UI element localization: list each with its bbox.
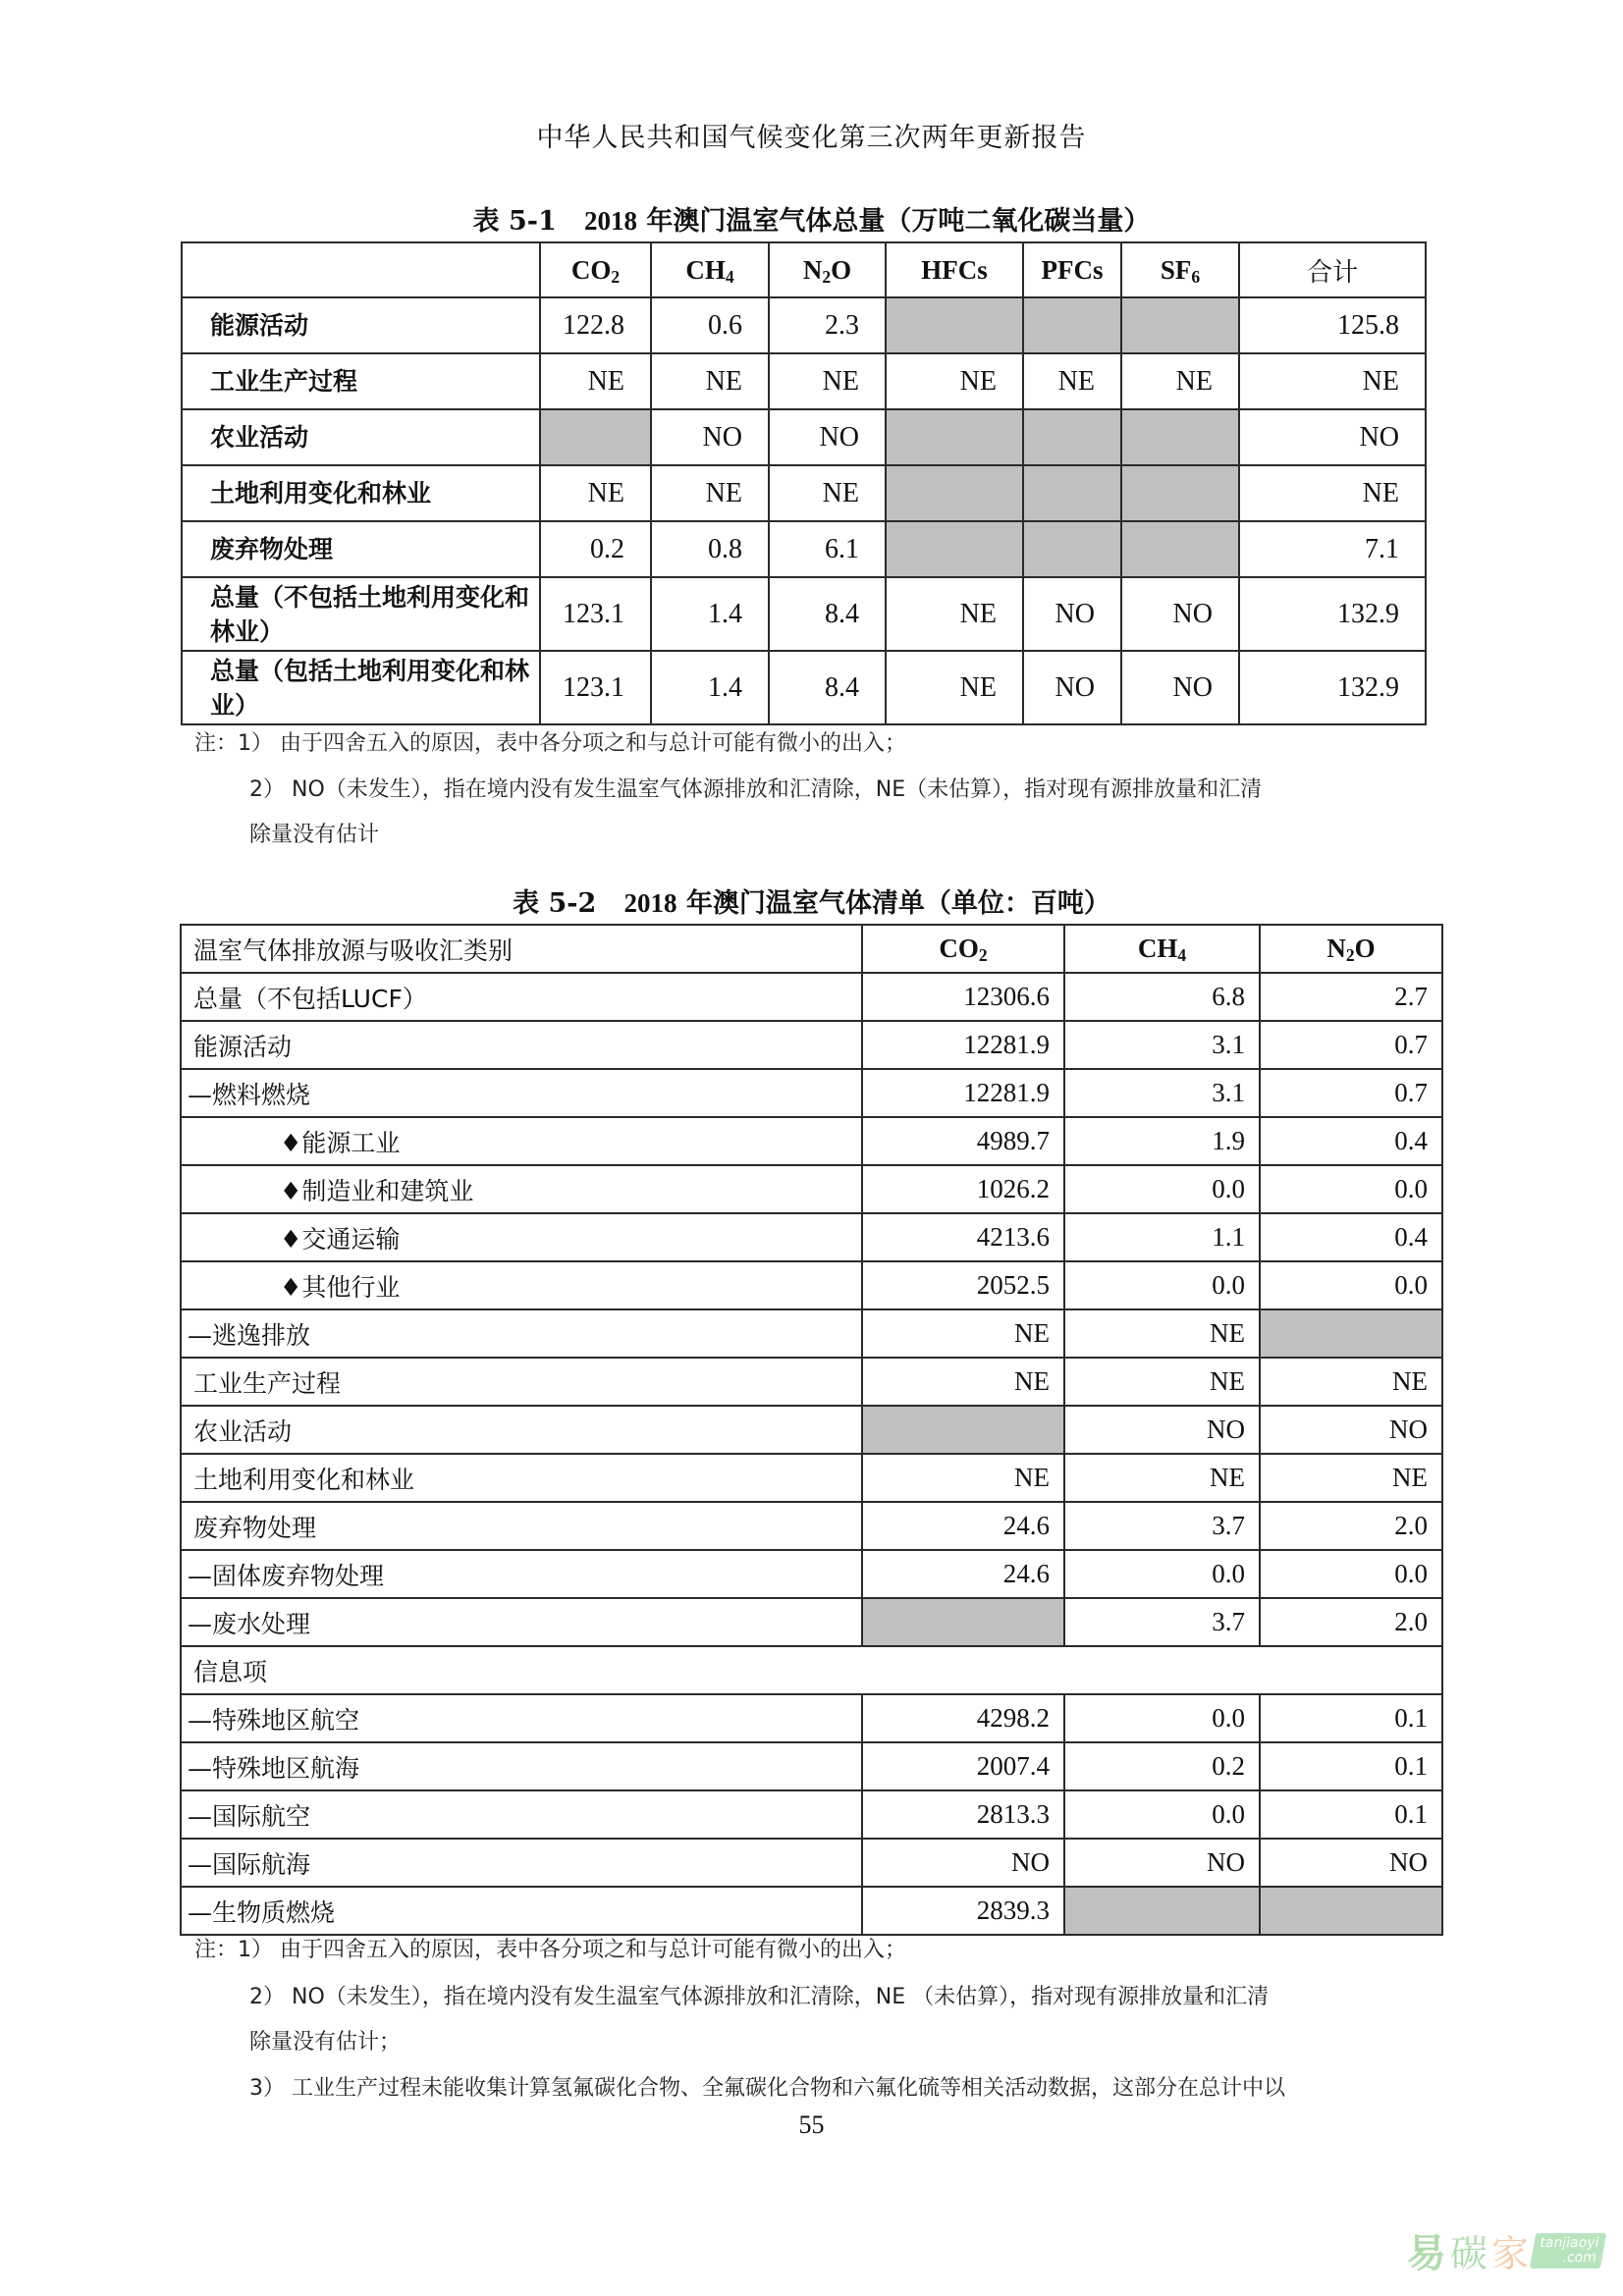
- table2-cell-ch4: 3.7: [1064, 1502, 1260, 1550]
- table1-row-label: 农业活动: [182, 409, 540, 465]
- table2-header-co2: $CO_2$: [862, 925, 1064, 973]
- table1-title-prefix: 表 5-1: [472, 206, 557, 237]
- table1-cell-co2: 123.1: [540, 577, 651, 651]
- table1-cell-ch4: 1.4: [651, 577, 769, 651]
- table1-note-2-cont: 除量没有估计: [249, 823, 380, 847]
- table1-row: [182, 521, 1426, 577]
- table2-cell-n2o: NE: [1260, 1358, 1442, 1406]
- table1: [181, 241, 1427, 725]
- table1-cell-co2: 0.2: [540, 521, 651, 577]
- table2-header-n2o: $N_2O$: [1260, 925, 1442, 973]
- table2-row: [181, 1646, 1442, 1694]
- table1-cell-n2o: NE: [769, 353, 886, 409]
- table1-header-hfcs: HFCs: [886, 242, 1023, 297]
- table1-row: [182, 353, 1426, 409]
- table2-cell-co2: 12281.9: [862, 1069, 1064, 1117]
- table2-row: [181, 1598, 1442, 1646]
- table1-header-row: [182, 242, 1426, 297]
- table1-cell-pfcs: NO: [1023, 651, 1121, 724]
- table2-cell-n2o: 0.1: [1260, 1790, 1442, 1839]
- table2-row-label: 信息项: [181, 1646, 1442, 1694]
- table2-row: [181, 1454, 1442, 1502]
- table1-header-total: 合计: [1239, 242, 1426, 297]
- table1-row-label: 总量（包括土地利用变化和林业）: [182, 651, 540, 724]
- table2-cell-n2o: 2.0: [1260, 1502, 1442, 1550]
- table2-cell-n2o: 0.1: [1260, 1742, 1442, 1790]
- table2-row: [181, 1309, 1442, 1358]
- table2-row: [181, 1550, 1442, 1598]
- table1-cell-pfcs: [1023, 465, 1121, 521]
- table2-cell-co2: 2813.3: [862, 1790, 1064, 1839]
- table1-cell-sf6: NE: [1121, 353, 1239, 409]
- watermark-char-3: 家: [1490, 2232, 1529, 2275]
- table1-cell-sf6: [1121, 297, 1239, 353]
- table2-row-label: ♦交通运输: [181, 1213, 862, 1261]
- table1-cell-total: 125.8: [1239, 297, 1426, 353]
- table1-cell-hfcs: [886, 409, 1023, 465]
- table1-cell-total: NE: [1239, 353, 1426, 409]
- table1-cell-n2o: NE: [769, 465, 886, 521]
- table1-title-text: 年澳门温室气体总量（万吨二氧化碳当量）: [646, 206, 1151, 237]
- table2-cell-ch4: 0.0: [1064, 1261, 1260, 1309]
- table1-cell-ch4: NE: [651, 465, 769, 521]
- table2-row-label: —特殊地区航海: [181, 1742, 862, 1790]
- table2-row-label: ♦能源工业: [181, 1117, 862, 1165]
- table2-cell-ch4: 3.1: [1064, 1069, 1260, 1117]
- table2-note-2: 2） NO（未发生），指在境内没有发生温室气体源排放和汇清除，NE （未估算），指对现有源排放量和汇清: [249, 1985, 1270, 2009]
- table2-cell-ch4: NE: [1064, 1358, 1260, 1406]
- table2-cell-ch4: NO: [1064, 1839, 1260, 1887]
- table2-row-label: 能源活动: [181, 1021, 862, 1069]
- table1-cell-ch4: NO: [651, 409, 769, 465]
- table2-row: [181, 1790, 1442, 1839]
- table2-cell-ch4: [1064, 1887, 1260, 1935]
- table2-cell-co2: 2007.4: [862, 1742, 1064, 1790]
- table2-cell-co2: NE: [862, 1309, 1064, 1358]
- table2-row: [181, 1887, 1442, 1935]
- table2-cell-ch4: NE: [1064, 1309, 1260, 1358]
- table1-row: [182, 651, 1426, 724]
- table2-cell-ch4: 0.0: [1064, 1694, 1260, 1742]
- table2-cell-n2o: 0.0: [1260, 1165, 1442, 1213]
- table1-cell-hfcs: [886, 521, 1023, 577]
- table2-cell-n2o: 0.4: [1260, 1117, 1442, 1165]
- table1-cell-total: NE: [1239, 465, 1426, 521]
- table2-cell-co2: 12281.9: [862, 1021, 1064, 1069]
- table2-title-text: 年澳门温室气体清单（单位：百吨）: [685, 888, 1110, 919]
- table2-title-year: 2018: [623, 888, 677, 918]
- table2-cell-co2: 12306.6: [862, 973, 1064, 1021]
- table2-cell-co2: 4213.6: [862, 1213, 1064, 1261]
- table1-header-sf6: $SF_6$: [1121, 242, 1239, 297]
- table1-cell-hfcs: [886, 465, 1023, 521]
- table2-cell-ch4: NO: [1064, 1406, 1260, 1454]
- table2-cell-ch4: 1.9: [1064, 1117, 1260, 1165]
- table2-row: [181, 1742, 1442, 1790]
- table2-row-label: 农业活动: [181, 1406, 862, 1454]
- table2-cell-n2o: 0.1: [1260, 1694, 1442, 1742]
- table1-header-blank: [182, 242, 540, 297]
- table2-row: [181, 1261, 1442, 1309]
- table2-cell-n2o: 0.4: [1260, 1213, 1442, 1261]
- table2-cell-ch4: 0.2: [1064, 1742, 1260, 1790]
- table1-cell-hfcs: [886, 297, 1023, 353]
- table2-cell-co2: NO: [862, 1839, 1064, 1887]
- table1-header-ch4: $CH_4$: [651, 242, 769, 297]
- table1-cell-n2o: 6.1: [769, 521, 886, 577]
- table2-row: [181, 1021, 1442, 1069]
- table2-row-label: —燃料燃烧: [181, 1069, 862, 1117]
- table2-cell-co2: NE: [862, 1454, 1064, 1502]
- table1-row-label: 能源活动: [182, 297, 540, 353]
- table1-cell-pfcs: [1023, 297, 1121, 353]
- table1-note-2: 2） NO（未发生），指在境内没有发生温室气体源排放和汇清除，NE（未估算），指对现有源排放量和汇清: [249, 777, 1263, 802]
- table1-row: [182, 297, 1426, 353]
- table2-row-label: —固体废弃物处理: [181, 1550, 862, 1598]
- table1-cell-total: 132.9: [1239, 651, 1426, 724]
- table1-cell-hfcs: NE: [886, 577, 1023, 651]
- table2-cell-ch4: 0.0: [1064, 1550, 1260, 1598]
- table1-cell-hfcs: NE: [886, 651, 1023, 724]
- table2-cell-n2o: [1260, 1309, 1442, 1358]
- table2-row: [181, 1213, 1442, 1261]
- table1-row: [182, 577, 1426, 651]
- table1-header-pfcs: PFCs: [1023, 242, 1121, 297]
- table2-cell-n2o: NO: [1260, 1839, 1442, 1887]
- table1-cell-n2o: 2.3: [769, 297, 886, 353]
- table2-note-1: 注：1） 由于四舍五入的原因，表中各分项之和与总计可能有微小的出入；: [194, 1938, 906, 1962]
- table2-row-label: 土地利用变化和林业: [181, 1454, 862, 1502]
- table2-cell-co2: 24.6: [862, 1502, 1064, 1550]
- table1-cell-pfcs: [1023, 409, 1121, 465]
- table1-title: [0, 199, 1623, 238]
- table1-cell-n2o: NO: [769, 409, 886, 465]
- table1-cell-pfcs: [1023, 521, 1121, 577]
- table2-row-label: 废弃物处理: [181, 1502, 862, 1550]
- table1-cell-total: 7.1: [1239, 521, 1426, 577]
- table2-cell-n2o: 0.7: [1260, 1069, 1442, 1117]
- table2-cell-ch4: 1.1: [1064, 1213, 1260, 1261]
- table2-row: [181, 1165, 1442, 1213]
- table2-row: [181, 1358, 1442, 1406]
- table2-row-label: —废水处理: [181, 1598, 862, 1646]
- table1-note-1: 注：1） 由于四舍五入的原因，表中各分项之和与总计可能有微小的出入；: [194, 731, 906, 756]
- table2-row-label: ♦其他行业: [181, 1261, 862, 1309]
- table2-cell-co2: 2839.3: [862, 1887, 1064, 1935]
- table2-cell-co2: 1026.2: [862, 1165, 1064, 1213]
- table2-cell-n2o: 0.0: [1260, 1261, 1442, 1309]
- table1-cell-ch4: 0.6: [651, 297, 769, 353]
- table1-cell-sf6: [1121, 409, 1239, 465]
- table2-cell-ch4: NE: [1064, 1454, 1260, 1502]
- watermark-char-1: 易: [1406, 2231, 1446, 2276]
- table2-row: [181, 1502, 1442, 1550]
- table2-cell-n2o: 2.7: [1260, 973, 1442, 1021]
- table2: [180, 924, 1443, 1936]
- table2-row-label: —特殊地区航空: [181, 1694, 862, 1742]
- table2-cell-n2o: 0.0: [1260, 1550, 1442, 1598]
- table2-header-row: [181, 925, 1442, 973]
- table2-cell-co2: 4989.7: [862, 1117, 1064, 1165]
- table2-cell-ch4: 6.8: [1064, 973, 1260, 1021]
- table2-row-label: ♦制造业和建筑业: [181, 1165, 862, 1213]
- table1-row-label: 土地利用变化和林业: [182, 465, 540, 521]
- table2-row: [181, 1839, 1442, 1887]
- table2-cell-ch4: 3.7: [1064, 1598, 1260, 1646]
- table2-note-3: 3） 工业生产过程未能收集计算氢氟碳化合物、全氟碳化合物和六氟化硫等相关活动数据，这部分在总计中以: [249, 2076, 1285, 2101]
- table1-title-year: 2018: [583, 206, 637, 236]
- table1-cell-co2: [540, 409, 651, 465]
- table2-cell-n2o: [1260, 1887, 1442, 1935]
- watermark-char-2: 碳: [1449, 2232, 1488, 2275]
- table2-row-label: —国际航海: [181, 1839, 862, 1887]
- table1-cell-total: NO: [1239, 409, 1426, 465]
- table1-cell-n2o: 8.4: [769, 577, 886, 651]
- table2-cell-n2o: NE: [1260, 1454, 1442, 1502]
- table2-cell-ch4: 0.0: [1064, 1165, 1260, 1213]
- table2-cell-co2: 4298.2: [862, 1694, 1064, 1742]
- running-head: 中华人民共和国气候变化第三次两年更新报告: [536, 123, 1087, 153]
- table2-title-prefix: 表 5-2: [513, 888, 597, 919]
- table2-row-label: 总量（不包括LUCF）: [181, 973, 862, 1021]
- table1-row-label: 工业生产过程: [182, 353, 540, 409]
- table1-cell-hfcs: NE: [886, 353, 1023, 409]
- table2-cell-co2: 24.6: [862, 1550, 1064, 1598]
- table2-note-2-cont: 除量没有估计；: [249, 2030, 402, 2055]
- table2-cell-co2: NE: [862, 1358, 1064, 1406]
- table1-header-co2: $CO_2$: [540, 242, 651, 297]
- table2-cell-co2: [862, 1406, 1064, 1454]
- table1-cell-co2: NE: [540, 465, 651, 521]
- watermark-logo: [1407, 2222, 1603, 2278]
- table1-cell-co2: 122.8: [540, 297, 651, 353]
- table1-cell-sf6: NO: [1121, 651, 1239, 724]
- table2-header-ch4: $CH_4$: [1064, 925, 1260, 973]
- page-number: 55: [798, 2110, 825, 2139]
- table2-cell-co2: 2052.5: [862, 1261, 1064, 1309]
- table2-row-label: —逃逸排放: [181, 1309, 862, 1358]
- table2-row-label: —国际航空: [181, 1790, 862, 1839]
- table1-row-label: 总量（不包括土地利用变化和林业）: [182, 577, 540, 651]
- table2-title: [0, 881, 1623, 920]
- table2-row-label: 工业生产过程: [181, 1358, 862, 1406]
- table2-cell-co2: [862, 1598, 1064, 1646]
- table1-cell-sf6: [1121, 521, 1239, 577]
- watermark-badge: tanjiaoyi .com: [1530, 2233, 1606, 2269]
- table1-cell-ch4: NE: [651, 353, 769, 409]
- table2-cell-n2o: 2.0: [1260, 1598, 1442, 1646]
- table1-row: [182, 465, 1426, 521]
- table2-row: [181, 1069, 1442, 1117]
- table1-row-label: 废弃物处理: [182, 521, 540, 577]
- table2-header-category: 温室气体排放源与吸收汇类别: [181, 925, 862, 973]
- table1-cell-sf6: NO: [1121, 577, 1239, 651]
- table1-cell-sf6: [1121, 465, 1239, 521]
- table2-row: [181, 1694, 1442, 1742]
- table2-cell-n2o: 0.7: [1260, 1021, 1442, 1069]
- table1-cell-co2: NE: [540, 353, 651, 409]
- table1-cell-ch4: 0.8: [651, 521, 769, 577]
- table1-cell-co2: 123.1: [540, 651, 651, 724]
- table2-row: [181, 1117, 1442, 1165]
- table2-row: [181, 1406, 1442, 1454]
- table1-cell-ch4: 1.4: [651, 651, 769, 724]
- table2-cell-ch4: 3.1: [1064, 1021, 1260, 1069]
- table1-cell-n2o: 8.4: [769, 651, 886, 724]
- table2-cell-ch4: 0.0: [1064, 1790, 1260, 1839]
- table2-row: [181, 973, 1442, 1021]
- table2-cell-n2o: NO: [1260, 1406, 1442, 1454]
- table1-cell-pfcs: NO: [1023, 577, 1121, 651]
- table1-cell-pfcs: NE: [1023, 353, 1121, 409]
- table1-cell-total: 132.9: [1239, 577, 1426, 651]
- table1-header-n2o: $N_2O$: [769, 242, 886, 297]
- table2-row-label: —生物质燃烧: [181, 1887, 862, 1935]
- table1-row: [182, 409, 1426, 465]
